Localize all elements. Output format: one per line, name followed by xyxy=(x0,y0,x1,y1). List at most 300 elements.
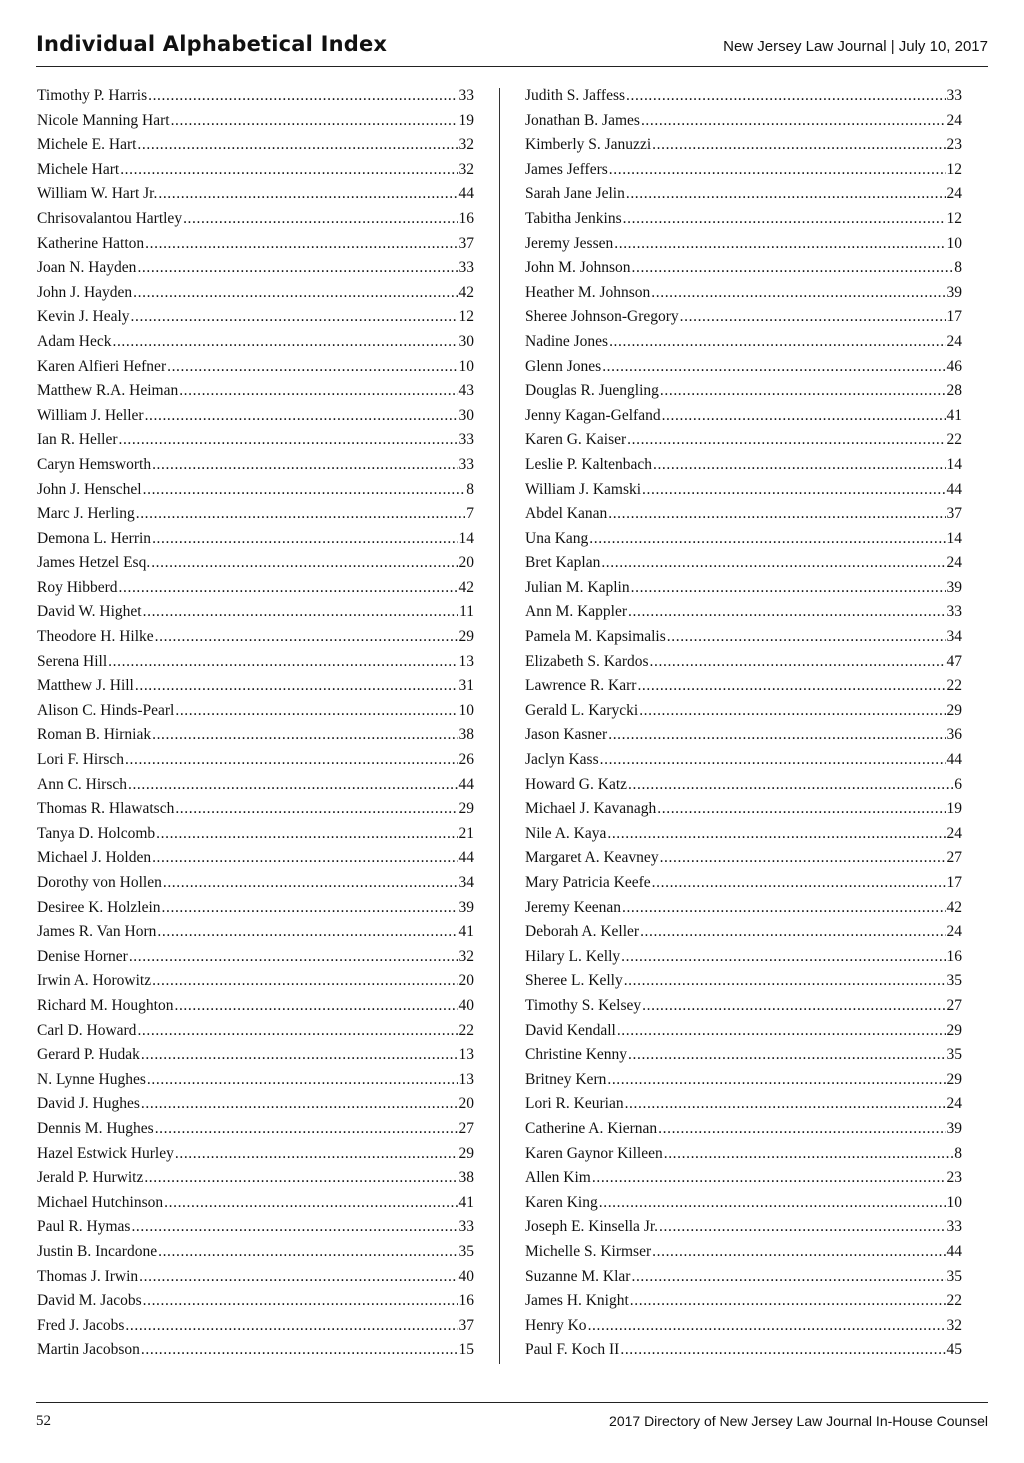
dot-leader xyxy=(653,456,946,474)
index-entry xyxy=(525,1022,962,1047)
index-entry xyxy=(525,603,962,628)
index-entry xyxy=(37,677,474,702)
entry-page-number: 29 xyxy=(458,1144,474,1162)
entry-name: Una Kang xyxy=(525,529,589,547)
page-footer xyxy=(36,1402,988,1433)
dot-leader xyxy=(625,1095,946,1113)
footer-page-number: 52 xyxy=(36,1413,51,1429)
entry-page-number: 28 xyxy=(946,382,962,400)
index-entry xyxy=(525,997,962,1022)
entry-name: James Hetzel Esq. xyxy=(37,554,151,572)
dot-leader xyxy=(659,1218,945,1236)
index-entry xyxy=(37,554,474,579)
entry-page-number: 14 xyxy=(458,529,474,547)
dot-leader xyxy=(147,1071,458,1089)
entry-page-number: 17 xyxy=(946,308,962,326)
entry-page-number: 8 xyxy=(954,1144,962,1162)
dot-leader xyxy=(112,333,457,351)
entry-name: Irwin A. Horowitz xyxy=(37,972,152,990)
entry-name: Britney Kern xyxy=(525,1070,607,1088)
index-entry xyxy=(525,1341,962,1366)
entry-page-number: 10 xyxy=(946,1193,962,1211)
entry-page-number: 35 xyxy=(946,1046,962,1064)
entry-name: Douglas R. Juengling xyxy=(525,382,659,400)
index-entry xyxy=(525,776,962,801)
entry-page-number: 33 xyxy=(946,87,962,104)
dot-leader xyxy=(662,407,946,425)
dot-leader xyxy=(143,481,466,499)
dot-leader xyxy=(588,1317,946,1335)
entry-name: Jenny Kagan-Gelfand xyxy=(525,406,661,424)
entry-name: William W. Hart Jr. xyxy=(37,185,158,203)
entry-page-number: 47 xyxy=(946,652,962,670)
entry-name: William J. Kamski xyxy=(525,480,642,498)
entry-page-number: 41 xyxy=(458,1193,474,1211)
entry-page-number: 32 xyxy=(458,160,474,178)
entry-name: Michelle S. Kirmser xyxy=(525,1242,652,1260)
dot-leader xyxy=(175,702,457,720)
entry-name: Richard M. Houghton xyxy=(37,996,174,1014)
dot-leader xyxy=(155,628,458,646)
entry-name: Paul F. Koch II xyxy=(525,1341,620,1359)
entry-name: Christine Kenny xyxy=(525,1046,628,1064)
dot-leader xyxy=(660,849,946,867)
dot-leader xyxy=(137,136,457,154)
dot-leader xyxy=(617,1022,946,1040)
entry-name: Jason Kasner xyxy=(525,726,608,744)
entry-page-number: 10 xyxy=(458,357,474,375)
column-divider xyxy=(499,88,500,1364)
dot-leader xyxy=(642,997,945,1015)
entry-page-number: 39 xyxy=(946,283,962,301)
index-entry xyxy=(525,1243,962,1268)
entry-page-number: 44 xyxy=(946,1242,962,1260)
index-entry xyxy=(37,185,474,210)
entry-name: Deborah A. Keller xyxy=(525,923,640,941)
dot-leader xyxy=(614,235,945,253)
entry-page-number: 29 xyxy=(946,1021,962,1039)
dot-leader xyxy=(628,1046,945,1064)
index-entry xyxy=(37,456,474,481)
dot-leader xyxy=(136,505,466,523)
entry-page-number: 33 xyxy=(458,431,474,449)
entry-page-number: 36 xyxy=(946,726,962,744)
dot-leader xyxy=(589,530,945,548)
index-entry xyxy=(525,456,962,481)
entry-page-number: 44 xyxy=(458,185,474,203)
entry-name: Tabitha Jenkins xyxy=(525,209,622,227)
dot-leader xyxy=(133,284,457,302)
index-entry xyxy=(525,849,962,874)
dot-leader xyxy=(642,481,945,499)
dot-leader xyxy=(640,923,945,941)
dot-leader xyxy=(156,825,457,843)
entry-name: Hazel Estwick Hurley xyxy=(37,1144,174,1162)
index-entry xyxy=(37,161,474,186)
index-entry xyxy=(37,382,474,407)
index-entry xyxy=(37,1145,474,1170)
entry-name: Hilary L. Kelly xyxy=(525,947,621,965)
entry-name: Ian R. Heller xyxy=(37,431,118,449)
entry-page-number: 44 xyxy=(946,480,962,498)
index-entry xyxy=(525,948,962,973)
entry-page-number: 33 xyxy=(458,1218,474,1236)
dot-leader xyxy=(622,899,946,917)
entry-name: David M. Jacobs xyxy=(37,1292,142,1310)
index-entry xyxy=(525,1292,962,1317)
index-entry xyxy=(525,1194,962,1219)
entry-page-number: 44 xyxy=(946,751,962,769)
entry-page-number: 41 xyxy=(458,923,474,941)
index-entry xyxy=(37,87,474,112)
entry-page-number: 27 xyxy=(946,849,962,867)
dot-leader xyxy=(158,185,457,203)
entry-page-number: 14 xyxy=(946,455,962,473)
index-entry xyxy=(37,136,474,161)
entry-page-number: 26 xyxy=(458,751,474,769)
index-entry xyxy=(37,1169,474,1194)
dot-leader xyxy=(652,1243,945,1261)
entry-page-number: 33 xyxy=(458,259,474,277)
index-entry xyxy=(37,1292,474,1317)
dot-leader xyxy=(632,259,954,277)
entry-name: Heather M. Johnson xyxy=(525,283,651,301)
entry-name: Nadine Jones xyxy=(525,332,609,350)
entry-name: Jonathan B. James xyxy=(525,111,640,129)
dot-leader xyxy=(658,1120,945,1138)
entry-name: Thomas J. Irwin xyxy=(37,1267,139,1285)
dot-leader xyxy=(602,358,945,376)
dot-leader xyxy=(628,776,953,794)
index-entry xyxy=(525,1317,962,1342)
index-entry xyxy=(525,1145,962,1170)
dot-leader xyxy=(152,530,457,548)
entry-page-number: 20 xyxy=(458,554,474,572)
entry-name: Roman B. Hirniak xyxy=(37,726,152,744)
dot-leader xyxy=(600,751,946,769)
entry-name: Desiree K. Holzlein xyxy=(37,898,161,916)
index-column-left xyxy=(37,87,474,1366)
index-entry xyxy=(525,431,962,456)
entry-name: Theodore H. Hilke xyxy=(37,628,154,646)
entry-page-number: 10 xyxy=(946,234,962,252)
footer-directory-title: 2017 Directory of New Jersey Law Journal In-House Counsel xyxy=(609,1413,988,1429)
dot-leader xyxy=(623,210,946,228)
dot-leader xyxy=(631,579,946,597)
index-entry xyxy=(525,210,962,235)
entry-name: Leslie P. Kaltenbach xyxy=(525,455,652,473)
entry-page-number: 13 xyxy=(458,1070,474,1088)
dot-leader xyxy=(183,210,457,228)
index-entry xyxy=(525,333,962,358)
dot-leader xyxy=(162,899,458,917)
index-entry xyxy=(525,1169,962,1194)
entry-page-number: 10 xyxy=(458,701,474,719)
entry-name: Ann C. Hirsch xyxy=(37,775,127,793)
entry-page-number: 24 xyxy=(946,554,962,572)
dot-leader xyxy=(174,997,457,1015)
entry-name: Adam Heck xyxy=(37,332,112,350)
entry-name: Denise Horner xyxy=(37,947,128,965)
dot-leader xyxy=(129,948,458,966)
entry-page-number: 38 xyxy=(458,726,474,744)
index-entry xyxy=(525,1071,962,1096)
entry-page-number: 24 xyxy=(946,111,962,129)
entry-name: Sheree Johnson-Gregory xyxy=(525,308,679,326)
index-entry xyxy=(37,825,474,850)
dot-leader xyxy=(141,1046,458,1064)
dot-leader xyxy=(171,112,458,130)
dot-leader xyxy=(155,1120,458,1138)
dot-leader xyxy=(163,874,458,892)
entry-name: William J. Heller xyxy=(37,406,144,424)
entry-name: Martin Jacobson xyxy=(37,1341,140,1359)
dot-leader xyxy=(137,1022,457,1040)
dot-leader xyxy=(680,308,946,326)
dot-leader xyxy=(151,554,457,572)
entry-name: N. Lynne Hughes xyxy=(37,1070,146,1088)
entry-name: Jaclyn Kass xyxy=(525,751,599,769)
index-entry xyxy=(37,505,474,530)
entry-name: Michael J. Kavanagh xyxy=(525,800,657,818)
index-entry xyxy=(37,776,474,801)
index-entry xyxy=(525,530,962,555)
dot-leader xyxy=(608,505,945,523)
entry-page-number: 39 xyxy=(946,1119,962,1137)
index-entry xyxy=(525,481,962,506)
dot-leader xyxy=(630,1292,946,1310)
dot-leader xyxy=(601,554,945,572)
entry-page-number: 42 xyxy=(946,898,962,916)
entry-page-number: 40 xyxy=(458,1267,474,1285)
entry-name: Henry Ko xyxy=(525,1316,587,1334)
entry-name: Michele Hart xyxy=(37,160,120,178)
dot-leader xyxy=(624,972,946,990)
entry-page-number: 22 xyxy=(946,1292,962,1310)
index-entry xyxy=(37,431,474,456)
entry-page-number: 13 xyxy=(458,652,474,670)
index-entry xyxy=(525,1120,962,1145)
index-entry xyxy=(37,1268,474,1293)
index-entry xyxy=(37,603,474,628)
entry-page-number: 22 xyxy=(458,1021,474,1039)
dot-leader xyxy=(152,456,457,474)
index-entry xyxy=(37,997,474,1022)
dot-leader xyxy=(167,358,457,376)
entry-name: John J. Hayden xyxy=(37,283,133,301)
entry-page-number: 32 xyxy=(458,136,474,154)
index-entry xyxy=(37,849,474,874)
index-entry xyxy=(37,530,474,555)
entry-page-number: 24 xyxy=(946,1095,962,1113)
page-header xyxy=(36,30,988,67)
index-entry xyxy=(525,185,962,210)
entry-page-number: 16 xyxy=(458,209,474,227)
entry-name: Michael Hutchinson xyxy=(37,1193,164,1211)
index-entry xyxy=(525,382,962,407)
entry-page-number: 23 xyxy=(946,1169,962,1187)
index-entry xyxy=(525,874,962,899)
dot-leader xyxy=(607,1071,945,1089)
entry-name: Karen Gaynor Killeen xyxy=(525,1144,663,1162)
entry-page-number: 41 xyxy=(946,406,962,424)
index-entry xyxy=(525,702,962,727)
entry-name: Ann M. Kappler xyxy=(525,603,628,621)
dot-leader xyxy=(120,161,457,179)
entry-name: James H. Knight xyxy=(525,1292,629,1310)
index-entry xyxy=(525,972,962,997)
dot-leader xyxy=(626,87,945,105)
entry-page-number: 40 xyxy=(458,996,474,1014)
dot-leader xyxy=(139,1268,457,1286)
entry-page-number: 34 xyxy=(946,628,962,646)
index-entry xyxy=(37,579,474,604)
dot-leader xyxy=(128,776,458,794)
entry-page-number: 37 xyxy=(946,505,962,523)
index-entry xyxy=(525,923,962,948)
entry-name: Joseph E. Kinsella Jr. xyxy=(525,1218,659,1236)
index-entry xyxy=(37,948,474,973)
entry-name: Judith S. Jaffess xyxy=(525,87,626,104)
index-entry xyxy=(525,284,962,309)
entry-name: Catherine A. Kiernan xyxy=(525,1119,658,1137)
entry-page-number: 17 xyxy=(946,874,962,891)
index-entry xyxy=(525,726,962,751)
dot-leader xyxy=(628,603,945,621)
entry-name: Jerald P. Hurwitz xyxy=(37,1169,144,1187)
index-entry xyxy=(37,1046,474,1071)
entry-page-number: 30 xyxy=(458,406,474,424)
entry-page-number: 11 xyxy=(459,603,474,621)
entry-name: Suzanne M. Klar xyxy=(525,1267,631,1285)
dot-leader xyxy=(143,1292,458,1310)
entry-name: Gerald L. Karycki xyxy=(525,701,639,719)
entry-page-number: 42 xyxy=(458,283,474,301)
entry-page-number: 42 xyxy=(458,578,474,596)
dot-leader xyxy=(641,112,946,130)
index-entry xyxy=(37,1120,474,1145)
index-entry xyxy=(37,284,474,309)
dot-leader xyxy=(637,677,945,695)
dot-leader xyxy=(652,136,945,154)
index-entry xyxy=(37,1022,474,1047)
dot-leader xyxy=(158,1243,457,1261)
entry-page-number: 35 xyxy=(458,1242,474,1260)
entry-page-number: 45 xyxy=(946,1341,962,1359)
entry-name: Jeremy Jessen xyxy=(525,234,614,252)
entry-page-number: 12 xyxy=(946,209,962,227)
index-entry xyxy=(525,1218,962,1243)
entry-page-number: 44 xyxy=(458,849,474,867)
dot-leader xyxy=(650,653,946,671)
entry-name: Sheree L. Kelly xyxy=(525,972,623,990)
dot-leader xyxy=(627,431,945,449)
entry-page-number: 30 xyxy=(458,332,474,350)
entry-name: Tanya D. Holcomb xyxy=(37,824,156,842)
index-entry xyxy=(37,1243,474,1268)
index-entry xyxy=(37,235,474,260)
entry-name: Michele E. Hart xyxy=(37,136,137,154)
dot-leader xyxy=(639,702,945,720)
dot-leader xyxy=(179,382,457,400)
index-entry xyxy=(525,87,962,112)
index-entry xyxy=(37,1194,474,1219)
entry-page-number: 16 xyxy=(458,1292,474,1310)
dot-leader xyxy=(157,923,457,941)
entry-page-number: 32 xyxy=(458,947,474,965)
entry-page-number: 29 xyxy=(946,1070,962,1088)
dot-leader xyxy=(125,751,457,769)
index-entry xyxy=(37,702,474,727)
index-entry xyxy=(525,899,962,924)
entry-name: Demona L. Herrin xyxy=(37,529,152,547)
entry-name: Elizabeth S. Kardos xyxy=(525,652,649,670)
page-title: Individual Alphabetical Index xyxy=(36,32,388,56)
index-entry xyxy=(37,358,474,383)
index-entry xyxy=(525,653,962,678)
index-entry xyxy=(37,628,474,653)
index-entry xyxy=(525,677,962,702)
entry-page-number: 23 xyxy=(946,136,962,154)
dot-leader xyxy=(125,1317,457,1335)
entry-page-number: 14 xyxy=(946,529,962,547)
entry-page-number: 12 xyxy=(458,308,474,326)
entry-page-number: 21 xyxy=(458,824,474,842)
index-entry xyxy=(37,333,474,358)
entry-name: Jeremy Keenan xyxy=(525,898,621,916)
entry-page-number: 27 xyxy=(946,996,962,1014)
dot-leader xyxy=(599,1194,946,1212)
entry-name: Roy Hibberd xyxy=(37,578,118,596)
entry-page-number: 43 xyxy=(458,382,474,400)
entry-page-number: 8 xyxy=(954,259,962,277)
entry-name: Bret Kaplan xyxy=(525,554,601,572)
entry-page-number: 7 xyxy=(466,505,474,523)
entry-name: Pamela M. Kapsimalis xyxy=(525,628,666,646)
entry-page-number: 35 xyxy=(946,972,962,990)
index-entry xyxy=(37,726,474,751)
entry-page-number: 19 xyxy=(458,111,474,129)
index-entry xyxy=(37,407,474,432)
entry-name: Chrisovalantou Hartley xyxy=(37,209,183,227)
dot-leader xyxy=(135,677,458,695)
entry-page-number: 27 xyxy=(458,1119,474,1137)
entry-page-number: 16 xyxy=(946,947,962,965)
entry-page-number: 29 xyxy=(946,701,962,719)
entry-name: Matthew J. Hill xyxy=(37,677,134,695)
entry-name: Timothy P. Harris xyxy=(37,87,148,104)
dot-leader xyxy=(152,849,457,867)
entry-name: Karen Alfieri Hefner xyxy=(37,357,167,375)
entry-page-number: 15 xyxy=(458,1341,474,1359)
dot-leader xyxy=(175,1145,458,1163)
dot-leader xyxy=(175,800,457,818)
index-entry xyxy=(37,1317,474,1342)
entry-name: Allen Kim xyxy=(525,1169,591,1187)
dot-leader xyxy=(620,1341,945,1359)
index-entry xyxy=(525,407,962,432)
index-entry xyxy=(525,628,962,653)
entry-name: Justin B. Incardone xyxy=(37,1242,158,1260)
entry-page-number: 33 xyxy=(946,1218,962,1236)
entry-name: Katherine Hatton xyxy=(37,234,145,252)
dot-leader xyxy=(626,185,946,203)
entry-page-number: 22 xyxy=(946,677,962,695)
index-entry xyxy=(37,653,474,678)
dot-leader xyxy=(141,1341,458,1359)
index-entry xyxy=(525,136,962,161)
entry-name: Joan N. Hayden xyxy=(37,259,137,277)
